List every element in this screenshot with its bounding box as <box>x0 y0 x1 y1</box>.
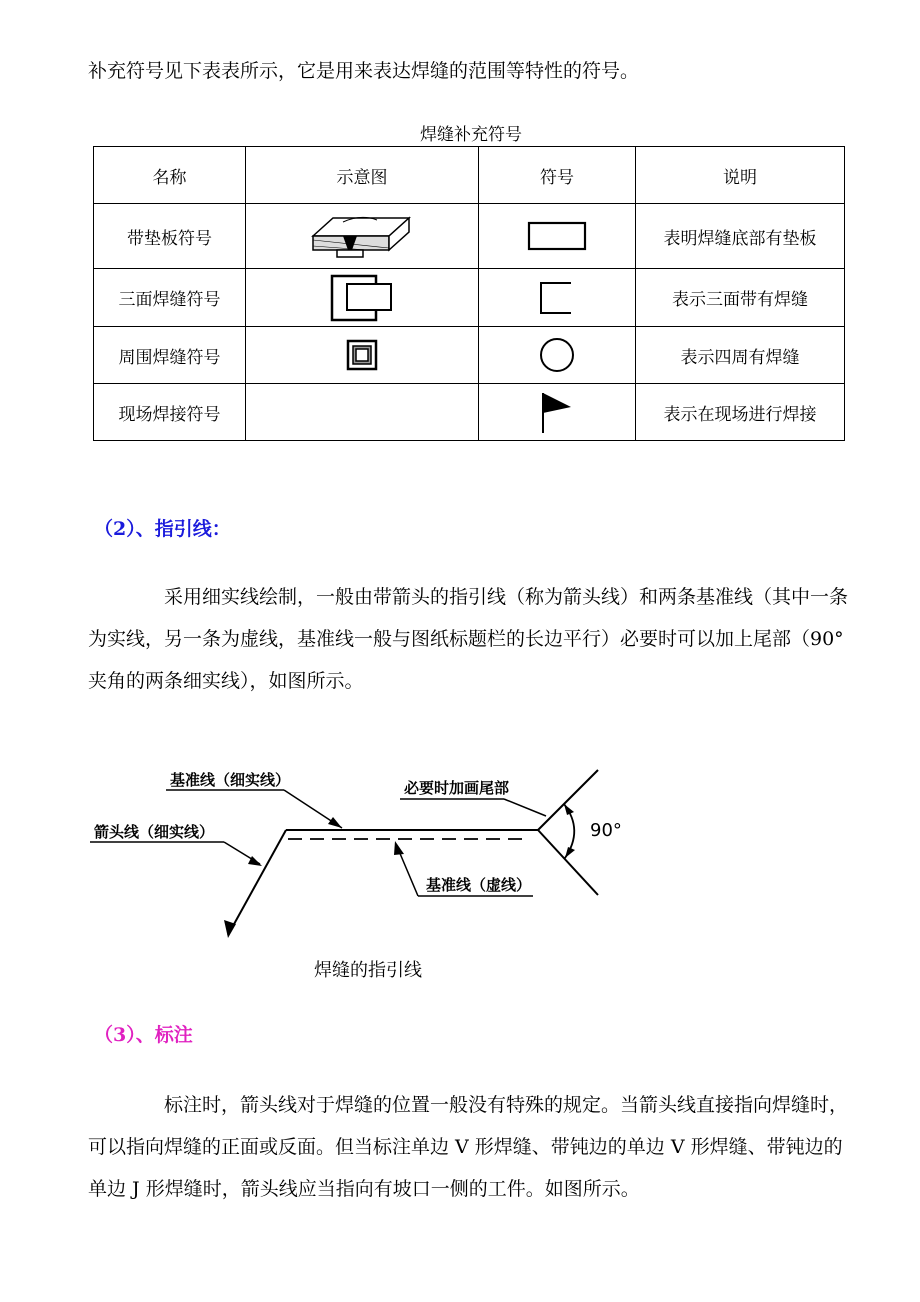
row-name: 现场焊接符号 <box>94 384 246 441</box>
backing-plate-rectangle-icon <box>527 220 587 252</box>
row-symbol <box>479 204 636 269</box>
row-name: 周围焊缝符号 <box>94 327 246 384</box>
header-symbol: 符号 <box>479 147 636 204</box>
dashed-reference-label: 基准线（虚线） <box>426 876 532 894</box>
weld-supplementary-symbol-table <box>93 146 845 441</box>
arrow-line-label: 箭头线（细实线） <box>94 823 215 841</box>
solid-reference-label: 基准线（细实线） <box>170 771 291 789</box>
row-symbol <box>479 384 636 441</box>
tail-line-upper <box>538 770 598 830</box>
tail-line-lower <box>538 830 598 895</box>
table-row <box>94 384 845 441</box>
arrow-line <box>228 830 286 935</box>
flag-icon <box>537 389 577 435</box>
section-3-body: 标注时，箭头线对于焊缝的位置一般没有特殊的规定。当箭头线直接指向焊缝时，可以指向焊缝的正面或反面。但当标注单边 V 形焊缝、带钝边的单边 V 形焊缝、带钝边的单边 J 形焊缝时，箭头线应当指向有坡口一侧的工件。如图所示。 <box>88 1094 849 1200</box>
intro-text: 补充符号见下表表所示，它是用来表达焊缝的范围等特性的符号。 <box>88 60 640 82</box>
weld-leader-line-figure <box>88 760 648 950</box>
circle-icon <box>537 335 577 375</box>
row-description: 表明焊缝底部有垫板 <box>636 204 845 269</box>
row-description: 表示三面带有焊缝 <box>636 269 845 327</box>
table-row <box>94 327 845 384</box>
section-2-body: 采用细实线绘制，一般由带箭头的指引线（称为箭头线）和两条基准线（其中一条为实线，另一条为虚线，基准线一般与图纸标题栏的长边平行）必要时可以加上尾部（90° 夹角的两条细实线），如图所示。 <box>88 586 849 692</box>
row-diagram <box>246 269 479 327</box>
table-header-row <box>94 147 845 204</box>
row-diagram <box>246 384 479 441</box>
row-description: 表示四周有焊缝 <box>636 327 845 384</box>
header-diagram: 示意图 <box>246 147 479 204</box>
three-side-bracket-icon <box>537 280 577 316</box>
row-name: 三面焊缝符号 <box>94 269 246 327</box>
three-side-weld-diagram-icon <box>327 273 397 323</box>
angle-label: 90° <box>590 820 622 841</box>
row-diagram <box>246 327 479 384</box>
row-symbol <box>479 269 636 327</box>
figure-caption: 焊缝的指引线 <box>314 960 422 981</box>
header-name: 名称 <box>94 147 246 204</box>
backing-plate-diagram-icon <box>307 210 417 262</box>
all-around-weld-diagram-icon <box>345 338 379 372</box>
table-caption: 焊缝补充符号 <box>420 125 522 145</box>
row-description: 表示在现场进行焊接 <box>636 384 845 441</box>
row-name: 带垫板符号 <box>94 204 246 269</box>
tail-label: 必要时加画尾部 <box>404 779 510 797</box>
table-row <box>94 269 845 327</box>
row-diagram <box>246 204 479 269</box>
row-symbol <box>479 327 636 384</box>
table-row <box>94 204 845 269</box>
header-description: 说明 <box>636 147 845 204</box>
section-3-heading: （3）、标注 <box>94 1024 193 1046</box>
section-2-heading: （2）、指引线： <box>94 518 231 540</box>
